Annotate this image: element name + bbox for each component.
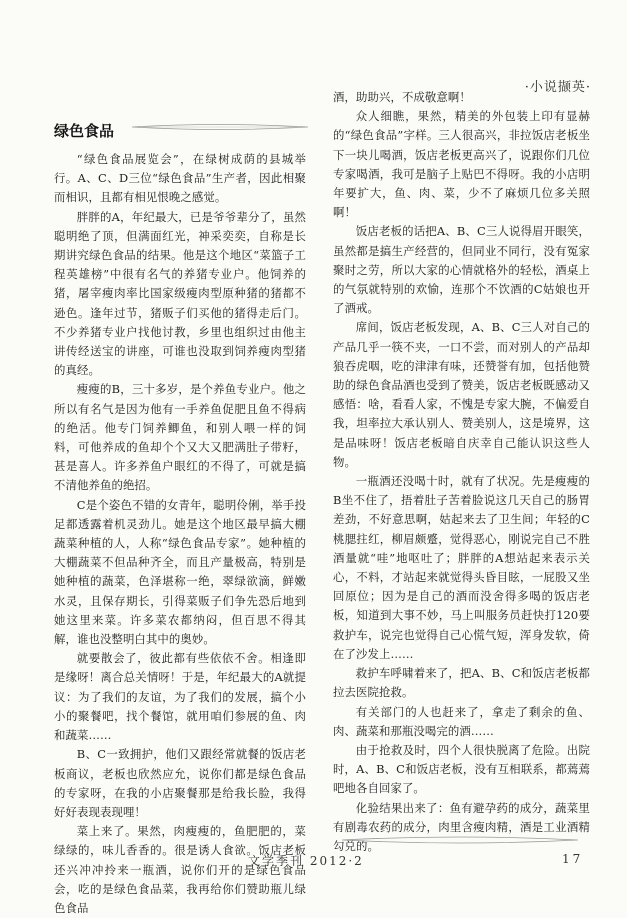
- paragraph: 就要散会了，彼此都有些依依不舍。相逢即是缘呀！离合总关情呀！于是，年纪最大的A就提议：为了我们的友谊，为了我们的发展，搞个小小的聚餐吧，找个餐馆，就用咱们参展的鱼、肉和蔬菜……: [54, 651, 306, 743]
- paragraph: “绿色食品展览会”，在绿树成荫的县城举行。A、C、D三位“绿色食品”生产者，因此相聚而相识，且都有相见恨晚之感觉。: [54, 152, 306, 205]
- end-decorative-rule: [340, 833, 580, 847]
- paragraph: 救护车呼啸着来了，把A、B、C和饭店老板都拉去医院抢救。: [333, 666, 590, 700]
- paragraph: 瘦瘦的B，三十多岁，是个养鱼专业户。他之所以有名气是因为他有一手养鱼促肥且鱼不得病的绝活。他专门饲养鲫鱼，和别人喂一样的饲料，可他养成的鱼却个个又大又肥满肚子带籽，甚是喜人。许多养鱼户眼红的不得了，可就是搞不清他养鱼的绝招。: [54, 382, 306, 493]
- column-tag: ·小说撷英·: [524, 80, 591, 95]
- paragraph: 一瓶酒还没喝十时，就有了状况。先是瘦瘦的B坐不住了，捂着肚子苦着脸说这几天自己的肠胃差劲，不好意思啊，姑起来去了卫生间；年轻的C桃腮拄红，柳眉颇蹙，觉得恶心，刚说完自己不胜酒量就“哇”地呕吐了；胖胖的A想站起来表示关心，不料，才站起来就觉得头昏目眩，一屁股又坐回原位；因为是自己的酒而没舍得多喝的饭店老板，知道到大事不妙，马上叫服务员赶快打120要救护车，说完也觉得自己心慌气短，浑身发软，倚在了沙发上……: [333, 474, 590, 661]
- paragraph: 有关部门的人也赶来了，拿走了剩余的鱼、肉、蔬菜和那瓶没喝完的酒……: [333, 704, 590, 738]
- paragraph: 化验结果出来了：鱼有避孕药的成分，蔬菜里有剧毒农药的成分，肉里含瘦肉精，酒是工业酒精勾兑的。: [333, 800, 590, 853]
- journal-issue: 文学季刊 2012·2: [248, 854, 364, 868]
- paragraph: 席间，饭店老板发现，A、B、C三人对自己的产品几乎一筷不夹，一口不尝，而对别人的产品却狼吞虎咽，吃的津津有味，还赞誉有加，包括他赞助的绿色食品酒也受到了赞美，饭店老板既感动又感悟：啥，看看人家，不愧是专家大腕，不偏爱自我，坦率拉大承认别人、赞美别人，这是境界，这是品味呀！饭店老板暗自庆幸自己能认识这些人物。: [333, 320, 590, 469]
- paragraph: B、C一致拥护，他们又跟经常就餐的饭店老板商议，老板也欣然应允，说你们都是绿色食品的专家呀，在我的小店聚餐那是给我长脸，我得好好表现表现哩！: [54, 747, 306, 819]
- page-number: 17: [562, 852, 584, 866]
- right-text-column: [333, 88, 590, 853]
- paragraph: 饭店老板的话把A、B、C三人说得眉开眼笑，虽然都是搞生产经营的，但同业不同行，没有冤家聚时之劳，所以大家的心情就格外的轻松，酒桌上的气氛就特别的欢愉，连那个不饮酒的C姑娘也开了酒戒。: [333, 224, 590, 316]
- paragraph: 菜上来了。果然，肉瘦瘦的，鱼肥肥的，菜绿绿的，味儿香香的。很是诱人食欲。饭店老板还兴冲冲拎来一瓶酒，说你们开的是绿色食品会，吃的是绿色食品菜，我再给你们赞助瓶儿绿色食品: [54, 824, 306, 915]
- paragraph: 胖胖的A，年纪最大，已是爷爷辈分了，虽然聪明绝了顶，但满面红光，神采奕奕，自称是长期讲究绿色食品的结果。他是这个地区“菜篮子工程英雄榜”中很有名气的养猪专业户。他饲养的猪，屠宰瘦肉率比国家级瘦肉型原种猪的猪都不逊色。逢年过节，猪贩子们买他的猪得走后门。不少养猪专业户找他讨教，乡里也组织过由他主讲传经送宝的讲座，可谁也没取到饲养瘦肉型猪的真经。: [54, 209, 306, 378]
- paragraph: 由于抢救及时，四个人很快脱离了危险。出院时，A、B、C和饭店老板，没有互相联系，都蔫蔫吧地各自回家了。: [333, 742, 590, 796]
- paragraph: C是个姿色不错的女青年，聪明伶俐，举手投足都透露着机灵劲儿。她是这个地区最早搞大棚蔬菜种植的人，人称“绿色食品专家”。她种植的大棚蔬菜不但品种齐全，而且产量极高，特别是她种植的蔬菜，色泽堪称一绝，翠绿欲滴，鲜嫩水灵，且保存期长，引得菜贩子们争先恐后地到她这里来菜。许多菜农都纳闷，但百思不得其解，谁也没整明白其中的奥妙。: [54, 497, 306, 647]
- page-footer: [0, 852, 627, 872]
- paragraph: 众人细瞧，果然，精美的外包装上印有显赫的“绿色食品”字样。三人很高兴，非拉饭店老板坐下一块儿喝酒，饭店老板更高兴了，说跟你们几位专家喝酒，我可是脑子上贴巴不得呀。我的小店明年要扩大，鱼、肉、菜，少不了麻烦几位多关照啊！: [333, 109, 590, 220]
- paragraph-continuation: 酒，助助兴，不成敬意啊！: [333, 90, 471, 104]
- title-decorative-rule: [130, 121, 310, 133]
- article-title: 绿色食品: [54, 122, 115, 140]
